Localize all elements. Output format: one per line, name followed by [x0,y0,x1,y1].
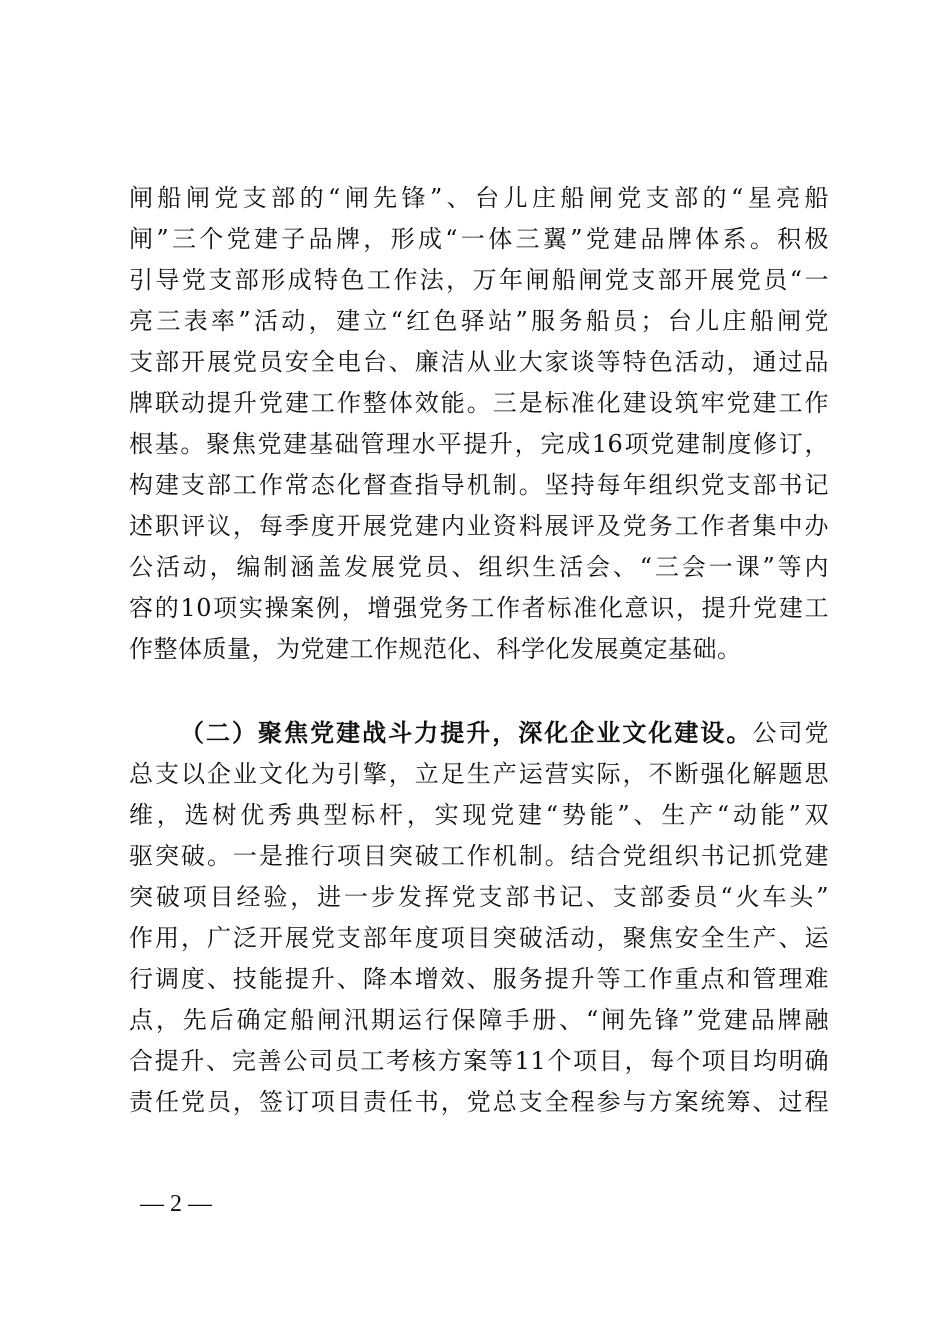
paragraph-1-line-1: 闸船闸党支部的“闸先锋”、台儿庄船闸党支部的“星亮船 [129,184,829,212]
paragraph-2-line-1-rest: 公司党 [752,719,829,747]
paragraph-1-line-9: 述职评议，每季度开展党建内业资料展评及党务工作者集中办 [129,512,829,540]
paragraph-1-line-5: 支部开展党员安全电台、廉洁从业大家谈等特色活动，通过品 [129,348,829,376]
section-heading: （二）聚焦党建战斗力提升，深化企业文化建设。 [180,718,753,747]
page-number: — 2 — [140,1191,212,1217]
paragraph-2-line-4: 驱突破。一是推行项目突破工作机制。结合党组织书记抓党建 [129,842,829,870]
paragraph-1-line-3: 引导党支部形成特色工作法，万年闸船闸党支部开展党员“一 [129,266,829,294]
paragraph-2-line-5: 突破项目经验，进一步发挥党支部书记、支部委员“火车头” [129,883,829,911]
paragraph-1-line-10: 公活动，编制涵盖发展党员、组织生活会、“三会一课”等内 [129,553,829,581]
paragraph-1-line-8: 构建支部工作常态化督查指导机制。坚持每年组织党支部书记 [129,471,829,499]
paragraph-2-line-3: 维，选树优秀典型标杆，实现党建“势能”、生产“动能”双 [129,801,829,829]
paragraph-2-line-9: 合提升、完善公司员工考核方案等11个项目，每个项目均明确 [129,1047,829,1075]
paragraph-2-line-2: 总支以企业文化为引擎，立足生产运营实际，不断强化解题思 [129,760,829,788]
paragraph-1-line-7: 根基。聚焦党建基础管理水平提升，完成16项党建制度修订， [129,430,829,458]
paragraph-2-first-line [180,713,829,753]
paragraph-1-line-11: 容的10项实操案例，增强党务工作者标准化意识，提升党建工 [129,594,829,622]
paragraph-1-line-2: 闸”三个党建子品牌，形成“一体三翼”党建品牌体系。积极 [129,225,829,253]
paragraph-2-line-8: 点，先后确定船闸汛期运行保障手册、“闸先锋”党建品牌融 [129,1006,829,1034]
paragraph-1-line-6: 牌联动提升党建工作整体效能。三是标准化建设筑牢党建工作 [129,389,829,417]
paragraph-2-line-6: 作用，广泛开展党支部年度项目突破活动，聚焦安全生产、运 [129,924,829,952]
paragraph-1-line-4: 亮三表率”活动，建立“红色驿站”服务船员；台儿庄船闸党 [129,307,829,335]
paragraph-2-line-7: 行调度、技能提升、降本增效、服务提升等工作重点和管理难 [129,965,829,993]
paragraph-2-line-10: 责任党员，签订项目责任书，党总支全程参与方案统筹、过程 [129,1088,829,1116]
paragraph-1-line-12: 作整体质量，为党建工作规范化、科学化发展奠定基础。 [129,635,742,663]
